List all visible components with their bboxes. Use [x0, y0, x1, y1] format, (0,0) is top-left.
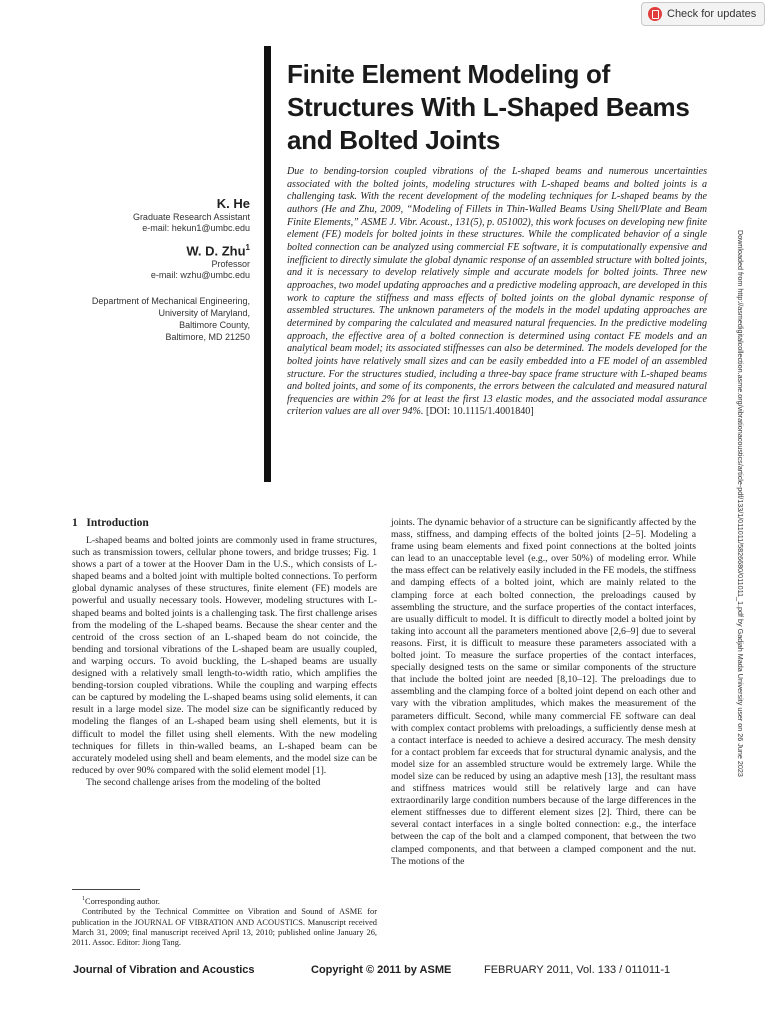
title-rule: [264, 46, 271, 482]
author-email: e-mail: wzhu@umbc.edu: [150, 270, 250, 281]
author-block: [30, 196, 250, 343]
copyright: Copyright © 2011 by ASME: [311, 964, 452, 976]
author-footnote-mark: 1: [245, 243, 250, 252]
column-left: [72, 516, 377, 789]
bookmark-icon: [648, 7, 662, 21]
footnote-rule: [72, 889, 140, 890]
paper-title: Finite Element Modeling of Structures With L-Shaped Beams and Bolted Joints: [287, 59, 690, 155]
author-name: K. He: [216, 196, 250, 211]
paragraph: L-shaped beams and bolted joints are commonly used in frame structures, such as transmission towers, cellular phone towers, and bridge trusses; Fig. 1 shows a part of a tower at the Hoover Dam in the U.S., which consists of L-shaped beams and a bolted joint with multiple bolted connections. To perform global dynamic analyses of these structures, finite element (FE) models are powerful and usually necessary tools. However, modeling structures with L-shaped beams and bolted joints is a challenging task. The first challenge arises from the modeling of the L-shaped beams. Because the shear center and the centroid of the cross section of an L-shaped beam do not coincide, the bending and torsional vibrations of the L-shaped beam are usually coupled, and warping occurs. To avoid buckling, the L-shaped beams are usually designed with a relatively small length-to-width ratio, which amplifies the bending-torsion coupled vibrations. While the coupling and warping effects can be captured by modeling the L-shaped beams using solid elements, it can result in a large model size. The model size can be significantly reduced by modeling the flanges of an L-shaped beam using shell elements, but it is difficult to model the fillet using shell elements. With the new modeling techniques for fillets in thin-walled beams, an L-shaped beam can be accurately modeled using shell and beam elements, and the model size can be reduced by over 90% compared with the solid element model [1].: [72, 535, 377, 776]
journal-name: Journal of Vibration and Acoustics: [73, 964, 255, 976]
abstract-text: Due to bending-torsion coupled vibrations of the L-shaped beams and numerous uncertainties associated with the bolted joints, modeling structures with L-shaped beams and bolted joints is a challenging task. With the recent development of the modeling techniques for L-shaped beams by the authors (He and Zhu, 2009, “Modeling of Fillets in Thin-Walled Beams Using Shell/Plate and Beam Finite Elements,” ASME J. Vibr. Acoust., 131(5), p. 051002), this work focuses on developing new finite element (FE) models for bolted joints in these structures. While the complicated behavior of a single bolted connection can be analyzed using commercial FE software, it is computationally expensive and inefficient to directly simulate the global dynamic response of an assembled structure with bolted joints, and it is necessary to develop relatively simple and accurate models for bolted joints. Three new approaches, two model updating approaches and a predictive modeling approach, are developed in this work to capture the stiffness and mass effects of bolted joints on the global dynamic response of assembled structures. The unknown parameters of the models in the model updating approaches are determined by comparing the calculated and measured natural frequencies. In the predictive modeling approach, the effective area of a bolted connection is determined using contact FE models and an analytical beam model; its associated stiffnesses can also be determined. The models developed for the bolted joints have relatively small sizes and can be easily embedded into a FE model of an assembled structure. For the structures studied, including a three-bay space frame structure with L-shaped beams and bolted joints, and some of its components, the errors between the calculated and measured natural frequencies are within 2% for at least the first 13 elastic modes, and the associated modal assurance criterion values are all over 94%.: [287, 166, 707, 418]
column-right: [391, 517, 696, 868]
author-name: W. D. Zhu$^1$: [186, 243, 250, 259]
download-note: Downloaded from http://asmedigitalcollection.asme.org/vibrationacoustics/article-pdf/133/1/011011/5826680/011011_1.pdf by Gadjah Mada University user on 26 June 2023: [736, 230, 745, 777]
author-role: Graduate Research Assistant: [132, 212, 250, 222]
check-for-updates-badge[interactable]: [641, 2, 765, 26]
doi-link[interactable]: [DOI: 10.1115/1.4001840]: [425, 406, 534, 418]
author-role: Professor: [211, 259, 250, 270]
footnote: $^1$Corresponding author. Contributed by the Technical Committee on Vibration and Sound of ASME for publication in the JOURNAL OF VIBRATION AND ACOUSTICS. Manuscript received March 31, 2009; final manuscript received April 13, 2010; published online January 26, 2011. Assoc. Editor: Jiong Tang.: [72, 896, 377, 948]
section-heading: 1 Introduction: [72, 517, 149, 529]
paragraph: The second challenge arises from the modeling of the bolted: [86, 776, 321, 788]
issue-info: FEBRUARY 2011, Vol. 133 / 011011-1: [484, 964, 671, 976]
check-for-updates-label: Check for updates: [667, 8, 757, 20]
paragraph: joints. The dynamic behavior of a structure can be significantly affected by the mass, stiffness, and damping effects of the bolted joints [2–5]. Modeling a frame using beam elements and fixed point connections at the bolted joints can lead to an unacceptable level (e.g., over 50%) of modeling error. While the mass effect can be relatively easily included in the FE models, the stiffness and damping effects of a bolted joint, which are mainly related to the clamping force at each bolted connection, the preloadings caused by assembling the structure, and the surface properties of the contact interfaces, are usually difficult to model. It is difficult to directly model a bolted joint by taking into account all the parameters mentioned above [2,6–9] due to several reasons. First, it is difficult to measure these parameters associated with a bolted joint. To measure the surface properties of the contact interfaces, specially designed tests on the same or similar components of the structure that include the bolted joint are needed [8,10–12]. The preloadings due to assembling and the clamping force of a bolted joint depend on each other and vary with the vibration amplitudes, which makes the measurement of the parameters difficult. Second, while many commercial FE software can deal with complex contact problems with preloadings, a sufficiently dense mesh at a contact interface is needed to achieve a desired accuracy. The mesh density for a contact problem far exceeds that for structural dynamic analysis, and the model size for an assembled structure would be extremely large. While the model size can be reduced by using an adaptive mesh [13], the resultant mass and stiffness matrices would still be relatively large and can have extraordinarily large condition numbers because of the large differences in the element stiffnesses due to different element sizes [2]. Third, there can be several contact interfaces in a single bolted connection: e.g., the interface between the cap of the bolt and a clamped component, that between the two clamped components, and that between a clamped component and the nut. The motions of the: [391, 517, 696, 867]
abstract: [287, 166, 707, 419]
author-email: e-mail: hekun1@umbc.edu: [142, 223, 250, 233]
affiliation: Department of Mechanical Engineering, University of Maryland, Baltimore County, Baltimore, MD 21250: [91, 296, 250, 343]
